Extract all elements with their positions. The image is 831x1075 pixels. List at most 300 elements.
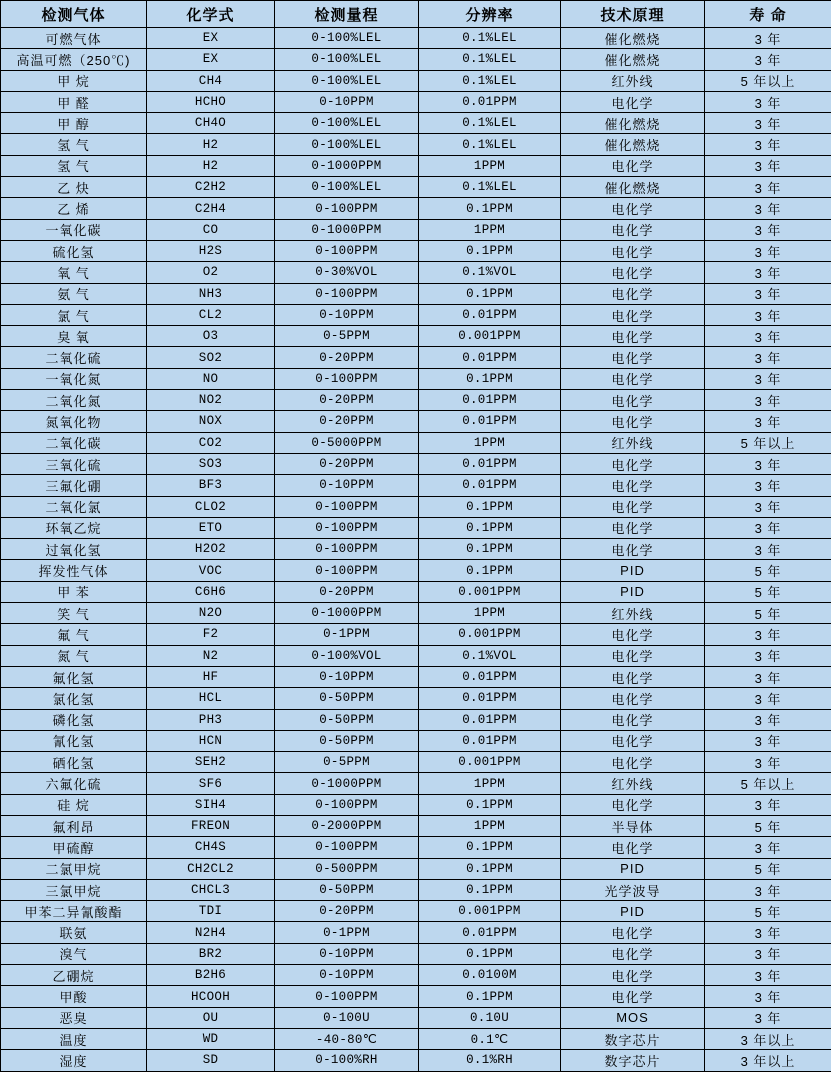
table-cell: 1PPM bbox=[419, 432, 561, 453]
table-cell: 5 年以上 bbox=[705, 773, 831, 794]
table-cell: TDI bbox=[147, 901, 275, 922]
table-cell: 0-100%LEL bbox=[275, 134, 419, 155]
table-row bbox=[1, 411, 831, 432]
table-row bbox=[1, 581, 831, 602]
table-cell: 0.01PPM bbox=[419, 411, 561, 432]
table-cell: SF6 bbox=[147, 773, 275, 794]
table-row bbox=[1, 666, 831, 687]
table-cell: BF3 bbox=[147, 475, 275, 496]
table-cell: 3 年 bbox=[705, 837, 831, 858]
table-row bbox=[1, 198, 831, 219]
table-row bbox=[1, 262, 831, 283]
table-cell: 0.001PPM bbox=[419, 624, 561, 645]
table-cell: 恶臭 bbox=[1, 1007, 147, 1028]
table-cell: H2O2 bbox=[147, 539, 275, 560]
table-cell: 甲 烷 bbox=[1, 70, 147, 91]
table-cell: 电化学 bbox=[561, 730, 705, 751]
table-cell: NO2 bbox=[147, 390, 275, 411]
table-cell: 甲苯二异氰酸酯 bbox=[1, 901, 147, 922]
table-cell: 3 年 bbox=[705, 965, 831, 986]
table-cell: 0.01PPM bbox=[419, 688, 561, 709]
table-cell: 电化学 bbox=[561, 91, 705, 112]
table-cell: 0.01PPM bbox=[419, 922, 561, 943]
table-row bbox=[1, 539, 831, 560]
table-row bbox=[1, 901, 831, 922]
table-cell: 溴气 bbox=[1, 943, 147, 964]
table-cell: 氢 气 bbox=[1, 134, 147, 155]
table-cell: EX bbox=[147, 49, 275, 70]
table-row bbox=[1, 858, 831, 879]
table-cell: 红外线 bbox=[561, 603, 705, 624]
table-cell: VOC bbox=[147, 560, 275, 581]
table-cell: 0-1PPM bbox=[275, 922, 419, 943]
table-cell: 催化燃烧 bbox=[561, 134, 705, 155]
table-cell: 3 年 bbox=[705, 198, 831, 219]
table-cell: 1PPM bbox=[419, 603, 561, 624]
table-cell: 3 年 bbox=[705, 666, 831, 687]
table-cell: 硒化氢 bbox=[1, 752, 147, 773]
table-cell: 3 年以上 bbox=[705, 1028, 831, 1049]
table-cell: 电化学 bbox=[561, 539, 705, 560]
table-cell: 3 年 bbox=[705, 475, 831, 496]
table-cell: 0.10U bbox=[419, 1007, 561, 1028]
table-row bbox=[1, 624, 831, 645]
table-cell: 臭 氧 bbox=[1, 326, 147, 347]
table-cell: HCL bbox=[147, 688, 275, 709]
table-row bbox=[1, 91, 831, 112]
table-cell: 红外线 bbox=[561, 70, 705, 91]
table-cell: 0.1PPM bbox=[419, 943, 561, 964]
table-cell: 3 年 bbox=[705, 794, 831, 815]
table-cell: 3 年 bbox=[705, 1007, 831, 1028]
table-cell: PID bbox=[561, 901, 705, 922]
table-cell: 0-1000PPM bbox=[275, 773, 419, 794]
table-cell: 电化学 bbox=[561, 837, 705, 858]
table-cell: 3 年 bbox=[705, 496, 831, 517]
table-cell: 0.1%VOL bbox=[419, 262, 561, 283]
table-cell: 数字芯片 bbox=[561, 1050, 705, 1071]
table-cell: CHCL3 bbox=[147, 879, 275, 900]
table-cell: 0-30%VOL bbox=[275, 262, 419, 283]
table-cell: 3 年 bbox=[705, 645, 831, 666]
table-cell: 0-10PPM bbox=[275, 965, 419, 986]
table-cell: 二氧化氮 bbox=[1, 390, 147, 411]
table-row bbox=[1, 496, 831, 517]
table-cell: 电化学 bbox=[561, 304, 705, 325]
table-cell: 3 年 bbox=[705, 91, 831, 112]
table-cell: 5 年以上 bbox=[705, 70, 831, 91]
table-cell: 电化学 bbox=[561, 517, 705, 538]
table-cell: 催化燃烧 bbox=[561, 177, 705, 198]
table-cell: 硅 烷 bbox=[1, 794, 147, 815]
table-cell: 电化学 bbox=[561, 496, 705, 517]
table-cell: 三氧化硫 bbox=[1, 453, 147, 474]
table-cell: C2H4 bbox=[147, 198, 275, 219]
table-cell: 0-100PPM bbox=[275, 539, 419, 560]
table-cell: 0-20PPM bbox=[275, 453, 419, 474]
table-cell: 光学波导 bbox=[561, 879, 705, 900]
table-cell: 电化学 bbox=[561, 347, 705, 368]
table-cell: H2 bbox=[147, 134, 275, 155]
table-cell: 磷化氢 bbox=[1, 709, 147, 730]
table-cell: 电化学 bbox=[561, 624, 705, 645]
table-cell: 0.01PPM bbox=[419, 453, 561, 474]
table-header-row bbox=[1, 1, 831, 28]
table-row bbox=[1, 837, 831, 858]
table-cell: 1PPM bbox=[419, 815, 561, 836]
table-cell: 电化学 bbox=[561, 240, 705, 261]
table-row bbox=[1, 28, 831, 49]
table-cell: 0.01PPM bbox=[419, 666, 561, 687]
table-cell: 红外线 bbox=[561, 432, 705, 453]
table-row bbox=[1, 70, 831, 91]
table-cell: 0-50PPM bbox=[275, 688, 419, 709]
table-cell: 0.1PPM bbox=[419, 496, 561, 517]
table-cell: H2 bbox=[147, 155, 275, 176]
table-cell: 3 年 bbox=[705, 49, 831, 70]
table-cell: 0.1PPM bbox=[419, 858, 561, 879]
table-cell: NO bbox=[147, 368, 275, 389]
table-cell: 0-100PPM bbox=[275, 198, 419, 219]
table-row bbox=[1, 986, 831, 1007]
table-cell: 0.1PPM bbox=[419, 560, 561, 581]
table-row bbox=[1, 943, 831, 964]
table-cell: 环氧乙烷 bbox=[1, 517, 147, 538]
table-row bbox=[1, 155, 831, 176]
table-row bbox=[1, 1007, 831, 1028]
table-cell: 0.01PPM bbox=[419, 709, 561, 730]
table-cell: 5 年 bbox=[705, 603, 831, 624]
table-cell: 0.01PPM bbox=[419, 304, 561, 325]
table-cell: 甲 苯 bbox=[1, 581, 147, 602]
table-cell: N2H4 bbox=[147, 922, 275, 943]
table-cell: 3 年 bbox=[705, 219, 831, 240]
table-cell: 乙硼烷 bbox=[1, 965, 147, 986]
table-cell: 3 年以上 bbox=[705, 1050, 831, 1071]
table-cell: 电化学 bbox=[561, 411, 705, 432]
table-cell: 0-500PPM bbox=[275, 858, 419, 879]
table-cell: NOX bbox=[147, 411, 275, 432]
table-cell: FREON bbox=[147, 815, 275, 836]
table-cell: 0-20PPM bbox=[275, 411, 419, 432]
table-cell: 氟利昂 bbox=[1, 815, 147, 836]
table-cell: 3 年 bbox=[705, 752, 831, 773]
table-row bbox=[1, 709, 831, 730]
table-row bbox=[1, 134, 831, 155]
table-cell: 湿度 bbox=[1, 1050, 147, 1071]
table-cell: 0-20PPM bbox=[275, 390, 419, 411]
table-row bbox=[1, 390, 831, 411]
table-cell: OU bbox=[147, 1007, 275, 1028]
table-cell: 0-50PPM bbox=[275, 879, 419, 900]
table-row bbox=[1, 603, 831, 624]
table-cell: 3 年 bbox=[705, 240, 831, 261]
table-cell: 0.1PPM bbox=[419, 879, 561, 900]
table-cell: 0.1PPM bbox=[419, 986, 561, 1007]
table-cell: 0.1PPM bbox=[419, 368, 561, 389]
table-cell: 5 年 bbox=[705, 581, 831, 602]
table-row bbox=[1, 645, 831, 666]
table-cell: 0.01PPM bbox=[419, 390, 561, 411]
table-cell: 3 年 bbox=[705, 347, 831, 368]
table-row bbox=[1, 965, 831, 986]
table-cell: CO bbox=[147, 219, 275, 240]
table-cell: 硫化氢 bbox=[1, 240, 147, 261]
table-cell: 0-100PPM bbox=[275, 496, 419, 517]
table-cell: 电化学 bbox=[561, 943, 705, 964]
column-header-principle: 技术原理 bbox=[561, 1, 705, 28]
table-cell: 3 年 bbox=[705, 28, 831, 49]
table-cell: SIH4 bbox=[147, 794, 275, 815]
table-cell: 0-100PPM bbox=[275, 794, 419, 815]
table-cell: ETO bbox=[147, 517, 275, 538]
table-cell: 5 年 bbox=[705, 560, 831, 581]
table-cell: CO2 bbox=[147, 432, 275, 453]
table-cell: 红外线 bbox=[561, 773, 705, 794]
table-cell: 0.1PPM bbox=[419, 539, 561, 560]
table-row bbox=[1, 326, 831, 347]
table-cell: 挥发性气体 bbox=[1, 560, 147, 581]
table-cell: 3 年 bbox=[705, 517, 831, 538]
table-cell: 0.01PPM bbox=[419, 730, 561, 751]
table-cell: CH4S bbox=[147, 837, 275, 858]
table-cell: 0-100PPM bbox=[275, 986, 419, 1007]
table-cell: SD bbox=[147, 1050, 275, 1071]
table-cell: C2H2 bbox=[147, 177, 275, 198]
table-cell: 电化学 bbox=[561, 666, 705, 687]
table-cell: CL2 bbox=[147, 304, 275, 325]
table-cell: C6H6 bbox=[147, 581, 275, 602]
table-cell: NH3 bbox=[147, 283, 275, 304]
table-cell: 0-10PPM bbox=[275, 943, 419, 964]
table-cell: PH3 bbox=[147, 709, 275, 730]
table-cell: 0.1%LEL bbox=[419, 28, 561, 49]
table-cell: 电化学 bbox=[561, 965, 705, 986]
table-cell: 电化学 bbox=[561, 986, 705, 1007]
table-cell: 氢 气 bbox=[1, 155, 147, 176]
table-cell: H2S bbox=[147, 240, 275, 261]
table-cell: O3 bbox=[147, 326, 275, 347]
table-cell: 0.1PPM bbox=[419, 837, 561, 858]
table-cell: -40-80℃ bbox=[275, 1028, 419, 1049]
table-cell: 电化学 bbox=[561, 198, 705, 219]
table-cell: 电化学 bbox=[561, 262, 705, 283]
table-cell: N2O bbox=[147, 603, 275, 624]
table-cell: 三氯甲烷 bbox=[1, 879, 147, 900]
column-header-range: 检测量程 bbox=[275, 1, 419, 28]
table-cell: SO3 bbox=[147, 453, 275, 474]
table-cell: 3 年 bbox=[705, 155, 831, 176]
table-cell: 可燃气体 bbox=[1, 28, 147, 49]
table-row bbox=[1, 517, 831, 538]
table-cell: HF bbox=[147, 666, 275, 687]
table-cell: 甲 醛 bbox=[1, 91, 147, 112]
table-cell: 乙 炔 bbox=[1, 177, 147, 198]
table-cell: 0.1℃ bbox=[419, 1028, 561, 1049]
table-cell: 甲酸 bbox=[1, 986, 147, 1007]
table-cell: 5 年 bbox=[705, 901, 831, 922]
table-row bbox=[1, 879, 831, 900]
table-cell: 0.001PPM bbox=[419, 901, 561, 922]
table-cell: 3 年 bbox=[705, 390, 831, 411]
table-cell: HCHO bbox=[147, 91, 275, 112]
table-cell: 0-5PPM bbox=[275, 326, 419, 347]
table-cell: 3 年 bbox=[705, 709, 831, 730]
table-cell: 氧 气 bbox=[1, 262, 147, 283]
table-cell: 氮氧化物 bbox=[1, 411, 147, 432]
table-cell: 0.1PPM bbox=[419, 240, 561, 261]
table-row bbox=[1, 773, 831, 794]
table-body bbox=[1, 28, 831, 1072]
table-cell: 电化学 bbox=[561, 368, 705, 389]
table-cell: 电化学 bbox=[561, 219, 705, 240]
table-row bbox=[1, 730, 831, 751]
table-cell: 一氧化氮 bbox=[1, 368, 147, 389]
table-cell: 乙 烯 bbox=[1, 198, 147, 219]
table-cell: 催化燃烧 bbox=[561, 28, 705, 49]
table-cell: 0-100%LEL bbox=[275, 177, 419, 198]
table-cell: 氰化氢 bbox=[1, 730, 147, 751]
table-cell: 0.001PPM bbox=[419, 326, 561, 347]
table-cell: 氟化氢 bbox=[1, 666, 147, 687]
table-row bbox=[1, 304, 831, 325]
table-cell: 3 年 bbox=[705, 539, 831, 560]
table-cell: 联氨 bbox=[1, 922, 147, 943]
table-cell: 高温可燃（250℃) bbox=[1, 49, 147, 70]
table-row bbox=[1, 113, 831, 134]
table-row bbox=[1, 177, 831, 198]
table-cell: 催化燃烧 bbox=[561, 49, 705, 70]
table-row bbox=[1, 347, 831, 368]
table-row bbox=[1, 475, 831, 496]
table-cell: EX bbox=[147, 28, 275, 49]
table-cell: 电化学 bbox=[561, 645, 705, 666]
table-cell: 0.1PPM bbox=[419, 283, 561, 304]
table-cell: 三氟化硼 bbox=[1, 475, 147, 496]
table-cell: 半导体 bbox=[561, 815, 705, 836]
table-cell: 3 年 bbox=[705, 177, 831, 198]
table-cell: 3 年 bbox=[705, 730, 831, 751]
table-cell: SEH2 bbox=[147, 752, 275, 773]
table-cell: HCN bbox=[147, 730, 275, 751]
table-cell: 0-50PPM bbox=[275, 730, 419, 751]
table-cell: 0-10PPM bbox=[275, 666, 419, 687]
table-cell: CH2CL2 bbox=[147, 858, 275, 879]
table-cell: 0-10PPM bbox=[275, 475, 419, 496]
table-cell: 0.001PPM bbox=[419, 581, 561, 602]
table-cell: 0-20PPM bbox=[275, 581, 419, 602]
table-cell: 一氧化碳 bbox=[1, 219, 147, 240]
table-cell: 0.001PPM bbox=[419, 752, 561, 773]
table-cell: 3 年 bbox=[705, 283, 831, 304]
table-cell: 0-1000PPM bbox=[275, 219, 419, 240]
table-cell: 电化学 bbox=[561, 709, 705, 730]
table-cell: 3 年 bbox=[705, 134, 831, 155]
table-cell: 甲 醇 bbox=[1, 113, 147, 134]
table-cell: 0-20PPM bbox=[275, 901, 419, 922]
table-cell: 0.1%LEL bbox=[419, 134, 561, 155]
table-cell: MOS bbox=[561, 1007, 705, 1028]
table-cell: 过氧化氢 bbox=[1, 539, 147, 560]
table-cell: 氮 气 bbox=[1, 645, 147, 666]
table-cell: 电化学 bbox=[561, 794, 705, 815]
table-cell: 3 年 bbox=[705, 113, 831, 134]
table-row bbox=[1, 453, 831, 474]
table-cell: 电化学 bbox=[561, 922, 705, 943]
table-row bbox=[1, 560, 831, 581]
table-row bbox=[1, 688, 831, 709]
table-cell: 氯化氢 bbox=[1, 688, 147, 709]
table-cell: 0-100%VOL bbox=[275, 645, 419, 666]
table-cell: PID bbox=[561, 581, 705, 602]
table-cell: 3 年 bbox=[705, 326, 831, 347]
table-row bbox=[1, 49, 831, 70]
column-header-formula: 化学式 bbox=[147, 1, 275, 28]
table-cell: 电化学 bbox=[561, 155, 705, 176]
table-cell: 0.1PPM bbox=[419, 517, 561, 538]
table-cell: 氨 气 bbox=[1, 283, 147, 304]
table-row bbox=[1, 1028, 831, 1049]
table-row bbox=[1, 368, 831, 389]
table-cell: 3 年 bbox=[705, 986, 831, 1007]
table-cell: 0-1000PPM bbox=[275, 155, 419, 176]
table-cell: 3 年 bbox=[705, 411, 831, 432]
table-cell: 0-1PPM bbox=[275, 624, 419, 645]
table-cell: 0-100%LEL bbox=[275, 28, 419, 49]
table-cell: 0.1PPM bbox=[419, 794, 561, 815]
table-cell: 0-100%LEL bbox=[275, 49, 419, 70]
table-row bbox=[1, 432, 831, 453]
table-row bbox=[1, 815, 831, 836]
table-cell: 甲硫醇 bbox=[1, 837, 147, 858]
table-cell: 0-5000PPM bbox=[275, 432, 419, 453]
table-cell: 电化学 bbox=[561, 688, 705, 709]
table-cell: 3 年 bbox=[705, 453, 831, 474]
table-cell: 5 年以上 bbox=[705, 432, 831, 453]
table-cell: 电化学 bbox=[561, 283, 705, 304]
table-cell: 0.1%LEL bbox=[419, 113, 561, 134]
table-row bbox=[1, 922, 831, 943]
table-cell: 0.1%RH bbox=[419, 1050, 561, 1071]
column-header-lifespan: 寿 命 bbox=[705, 1, 831, 28]
column-header-gas: 检测气体 bbox=[1, 1, 147, 28]
table-cell: 0-2000PPM bbox=[275, 815, 419, 836]
table-cell: 0.1%LEL bbox=[419, 70, 561, 91]
table-cell: PID bbox=[561, 858, 705, 879]
table-cell: 0-1000PPM bbox=[275, 603, 419, 624]
table-cell: 0.01PPM bbox=[419, 475, 561, 496]
table-cell: 0-100%LEL bbox=[275, 70, 419, 91]
table-cell: 3 年 bbox=[705, 943, 831, 964]
table-cell: 0.01PPM bbox=[419, 91, 561, 112]
table-cell: 温度 bbox=[1, 1028, 147, 1049]
table-cell: 5 年 bbox=[705, 815, 831, 836]
table-cell: 电化学 bbox=[561, 453, 705, 474]
table-cell: 3 年 bbox=[705, 688, 831, 709]
table-cell: 0.1%LEL bbox=[419, 49, 561, 70]
table-cell: 0-100PPM bbox=[275, 560, 419, 581]
table-cell: F2 bbox=[147, 624, 275, 645]
table-cell: 催化燃烧 bbox=[561, 113, 705, 134]
table-cell: 0-10PPM bbox=[275, 91, 419, 112]
table-cell: 电化学 bbox=[561, 475, 705, 496]
table-cell: 二氯甲烷 bbox=[1, 858, 147, 879]
table-cell: 0.1%VOL bbox=[419, 645, 561, 666]
table-cell: 3 年 bbox=[705, 262, 831, 283]
table-cell: 0-100PPM bbox=[275, 240, 419, 261]
table-cell: O2 bbox=[147, 262, 275, 283]
table-cell: SO2 bbox=[147, 347, 275, 368]
